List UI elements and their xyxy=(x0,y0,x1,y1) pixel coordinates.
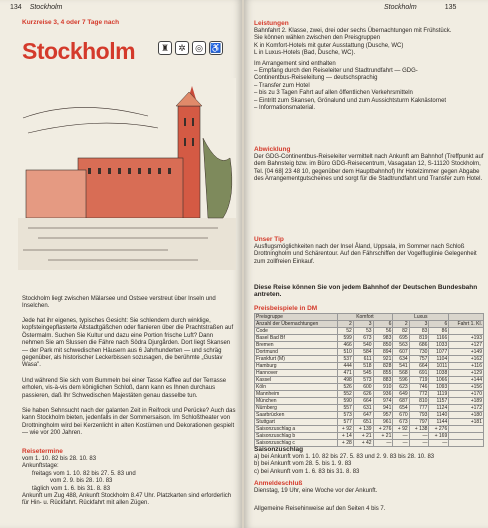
table-cell: 526 xyxy=(337,384,353,391)
table-cell: 596 xyxy=(393,377,409,384)
table-cell: +127 xyxy=(449,342,484,349)
table-cell: 1093 xyxy=(429,384,449,391)
table-cell: +180 xyxy=(449,412,484,419)
reise-line: vom 2. 9. bis 28. 10. 83 xyxy=(50,478,113,485)
table-cell: + 138 xyxy=(409,426,429,433)
anmeldeschluss-text: Dienstag, 19 Uhr, eine Woche vor der Ankunft. xyxy=(254,488,378,494)
saison-list xyxy=(254,454,484,476)
table-cell: 537 xyxy=(337,356,353,363)
table-row xyxy=(255,405,484,412)
table-cell: 1166 xyxy=(429,335,449,342)
abwicklung-text: Der GDG-Continentbus-Reiseleiter vermittelt nach Ankunft am Bahnhof (Treffpunkt auf dem Bahnsteig bzw. im Büro GDG-Reisecentrum, Vasagatan 12, S-11120 Stockholm, Tel. [04 68] 23 48 10, gegenüber dem Hauptbahnhof) Ihr Hotelzimmer gegen Abgabe des Arrangementgutscheines und sorgt für die Stadtrundfahrt und Transfer zum Hotel. xyxy=(254,154,484,183)
icon-row xyxy=(158,41,223,55)
table-row xyxy=(255,356,484,363)
table-cell: — xyxy=(393,433,409,440)
page-title: Stockholm xyxy=(22,38,136,64)
table-cell: + 21 xyxy=(373,433,393,440)
table-cell: 910 xyxy=(373,384,393,391)
table-cell: Saisonzuschlag a xyxy=(255,426,338,433)
reise-line: vom 1. 10. 82 bis 28. 10. 83 xyxy=(22,456,97,462)
table-cell: 1144 xyxy=(429,419,449,426)
table-cell: Kassel xyxy=(255,377,338,384)
table-row xyxy=(255,419,484,426)
table-cell: — xyxy=(409,433,429,440)
table-cell: 568 xyxy=(393,370,409,377)
paragraph-1: Stockholm liegt zwischen Mälarsee und Ostsee verstreut über Inseln und Inselchen. xyxy=(22,296,216,310)
table-cell: 941 xyxy=(373,405,393,412)
table-cell: 56 xyxy=(373,328,393,335)
table-cell: 86 xyxy=(429,328,449,335)
leistungen-list xyxy=(254,28,484,112)
table-cell: Frankfurt (M) xyxy=(255,356,338,363)
table-cell: Anzahl der Übernachtungen xyxy=(255,321,338,328)
running-title-right: Stockholm xyxy=(384,4,417,11)
table-row xyxy=(255,363,484,370)
table-cell: + 92 xyxy=(337,426,353,433)
table-cell: 2 xyxy=(393,321,409,328)
table-cell: 828 xyxy=(373,363,393,370)
table-code-row xyxy=(255,328,484,335)
table-cell: 894 xyxy=(373,349,393,356)
table-cell: 444 xyxy=(337,363,353,370)
table-cell: + 21 xyxy=(353,433,373,440)
table-row xyxy=(255,391,484,398)
table-cell: 6 xyxy=(373,321,393,328)
table-cell: +172 xyxy=(449,405,484,412)
paragraph-3: Und während Sie sich vom Bummeln bei einer Tasse Kaffee auf der Terrasse erholen, vis-à-vis dem königlichen Schloß, dann kann es Ihnen durchaus passieren, daß Ihr Schwedischen Majestäten genau dasselbe tun. xyxy=(22,378,227,399)
table-cell: 590 xyxy=(337,398,353,405)
table-cell: 626 xyxy=(353,391,373,398)
table-cell: 2 xyxy=(337,321,353,328)
table-cell: 1077 xyxy=(429,349,449,356)
abwicklung-heading: Abwicklung xyxy=(254,146,291,153)
table-cell: 573 xyxy=(353,377,373,384)
table-cell: Nürnberg xyxy=(255,405,338,412)
table-cell: — xyxy=(409,440,429,447)
table-cell: 772 xyxy=(409,391,429,398)
table-cell: 855 xyxy=(373,370,393,377)
reisetermine-heading: Reisetermine xyxy=(22,448,63,455)
table-cell: 1140 xyxy=(429,412,449,419)
table-cell: 936 xyxy=(373,391,393,398)
table-cell: Stuttgart xyxy=(255,419,338,426)
leist-line: – Informationsmaterial. xyxy=(254,105,316,112)
table-cell: 552 xyxy=(337,391,353,398)
table-cell: 654 xyxy=(393,405,409,412)
left-header xyxy=(10,4,62,11)
table-cell: 687 xyxy=(393,398,409,405)
table-cell: 540 xyxy=(353,342,373,349)
saison-heading: Saisonzuschlag xyxy=(254,446,304,453)
kicker: Kurzreise 3, 4 oder 7 Tage nach xyxy=(22,19,120,26)
table-cell: 746 xyxy=(409,384,429,391)
table-cell: + 42 xyxy=(353,440,373,447)
table-cell: 631 xyxy=(353,405,373,412)
leist-line: Sie können wählen zwischen den Preisgruppen xyxy=(254,35,381,42)
table-cell: +116 xyxy=(449,363,484,370)
saison-line: b) bei Ankunft vom 28. 5. bis 1. 9. 83 xyxy=(254,461,352,468)
leist-line: K in Komfort-Hotels mit guter Ausstattung (Dusche, WC) xyxy=(254,42,404,49)
table-head-cell: Luxus xyxy=(393,314,449,321)
table-cell: Dortmund xyxy=(255,349,338,356)
right-header xyxy=(384,4,456,11)
table-cell: 957 xyxy=(373,412,393,419)
table-cell: 563 xyxy=(393,342,409,349)
table-cell: + 28 xyxy=(337,440,353,447)
table-cell: 510 xyxy=(337,349,353,356)
table-cell: +129 xyxy=(449,370,484,377)
table-cell: 883 xyxy=(373,377,393,384)
table-cell: 797 xyxy=(409,419,429,426)
city-hall-illustration xyxy=(18,78,236,270)
supplement-row xyxy=(255,426,484,433)
table-cell: 921 xyxy=(373,356,393,363)
page-number-right: 135 xyxy=(444,4,457,11)
table-cell: 695 xyxy=(393,335,409,342)
saison-line: c) bei Ankunft vom 1. 6. 83 bis 31. 8. 83 xyxy=(254,468,360,475)
leist-line: – Transfer zum Hotel xyxy=(254,82,310,89)
reise-line: Ankunft um Zug 488, Ankunft Stockholm 8.47 Uhr. Platzkarten sind erforderlich für Hin- u. Rückfahrt. Rückfahrt mit allen Zügen. xyxy=(22,493,232,507)
table-cell: 649 xyxy=(393,391,409,398)
leistungen-heading: Leistungen xyxy=(254,20,289,27)
table-cell: +156 xyxy=(449,384,484,391)
anmeldeschluss-heading: Anmeldeschluß xyxy=(254,480,303,487)
table-cell: + 14 xyxy=(337,433,353,440)
table-cell: + 169 xyxy=(429,433,449,440)
table-cell: 82 xyxy=(393,328,409,335)
table-cell: Saarbrücken xyxy=(255,412,338,419)
table-cell: 673 xyxy=(393,419,409,426)
table-cell: 961 xyxy=(373,419,393,426)
table-cell: 670 xyxy=(393,412,409,419)
tip-text: Ausflugsmöglichkeiten nach der Insel Åland, Uppsala, im Sommer nach Schloß Drottningholm und Schärentour. Auf den Fährschiffen der Vogelfluglinie Gelegenheit zum zollfreien Einkauf. xyxy=(254,244,477,265)
table-row xyxy=(255,377,484,384)
table-row xyxy=(255,384,484,391)
footer-note: Allgemeine Reisehinweise auf den Seiten 4 bis 7. xyxy=(254,506,386,512)
table-cell: 518 xyxy=(353,363,373,370)
table-cell: 53 xyxy=(353,328,373,335)
table-cell: 541 xyxy=(393,363,409,370)
table-cell: — xyxy=(429,440,449,447)
table-cell: 83 xyxy=(409,328,429,335)
page-number-left: 134 xyxy=(10,4,22,11)
table-row xyxy=(255,398,484,405)
table-cell: 793 xyxy=(409,412,429,419)
table-cell xyxy=(449,433,484,440)
table-cell: + 276 xyxy=(429,426,449,433)
table-cell xyxy=(449,328,484,335)
supplement-row xyxy=(255,433,484,440)
table-cell: Köln xyxy=(255,384,338,391)
table-cell: 651 xyxy=(353,419,373,426)
table-row xyxy=(255,412,484,419)
table-cell: Saisonzuschlag c xyxy=(255,440,338,447)
table-cell: 6 xyxy=(429,321,449,328)
table-cell: 584 xyxy=(353,349,373,356)
table-cell: Mannheim xyxy=(255,391,338,398)
leist-line: Bahnfahrt 2. Klasse, zwei, drei oder sechs Übernachtungen mit Frühstück. xyxy=(254,28,452,34)
table-cell: + 139 xyxy=(353,426,373,433)
table-cell: Bremen xyxy=(255,342,338,349)
leist-line: L in Luxus-Hotels (Bad, Dusche, WC). xyxy=(254,50,356,57)
table-row xyxy=(255,342,484,349)
plate-icon: ◎ xyxy=(192,41,206,55)
table-cell: 983 xyxy=(373,335,393,342)
table-cell: 647 xyxy=(353,412,373,419)
price-table xyxy=(254,313,484,447)
table-cell: 730 xyxy=(409,349,429,356)
table-row xyxy=(255,335,484,342)
table-cell: +181 xyxy=(449,419,484,426)
table-cell: 1011 xyxy=(429,363,449,370)
table-cell: 1038 xyxy=(429,370,449,377)
table-cell: 577 xyxy=(337,419,353,426)
table-cell: 471 xyxy=(337,370,353,377)
table-cell: 757 xyxy=(409,356,429,363)
table-head-cell: Preisgruppe xyxy=(255,314,338,321)
table-subheader xyxy=(255,321,484,328)
table-cell: 1033 xyxy=(429,342,449,349)
table-cell: + 92 xyxy=(393,426,409,433)
preise-heading: Preisbeispiele in DM xyxy=(254,305,318,312)
right-page xyxy=(244,0,488,528)
wheel-icon: ✲ xyxy=(175,41,189,55)
table-cell: Basel Bad Bf xyxy=(255,335,338,342)
saison-line: a) bei Ankunft vom 1. 10. 82 bis 27. 5. 83 und 2. 9. 83 bis 28. 10. 83 xyxy=(254,454,435,460)
table-row xyxy=(255,349,484,356)
table-cell: 52 xyxy=(337,328,353,335)
table-cell: 573 xyxy=(337,412,353,419)
table-cell: 673 xyxy=(353,335,373,342)
table-cell: München xyxy=(255,398,338,405)
table-cell: Hannover xyxy=(255,370,338,377)
table-cell: 664 xyxy=(409,363,429,370)
wheelchair-icon: ♿ xyxy=(210,43,222,53)
table-cell: 1157 xyxy=(429,398,449,405)
table-cell: 664 xyxy=(353,398,373,405)
leist-line: – bis zu 3 Tagen Fahrt auf allen öffentlichen Verkehrsmitteln xyxy=(254,90,413,97)
table-cell: Saisonzuschlag b xyxy=(255,433,338,440)
table-cell xyxy=(449,426,484,433)
bahnhof-note: Diese Reise können Sie von jedem Bahnhof der Deutschen Bundesbahn antreten. xyxy=(254,284,478,299)
table-cell: 498 xyxy=(337,377,353,384)
running-title-left: Stockholm xyxy=(29,4,63,11)
table-cell: 810 xyxy=(409,398,429,405)
table-cell: 691 xyxy=(409,370,429,377)
table-cell: 1119 xyxy=(429,391,449,398)
table-cell: 599 xyxy=(337,335,353,342)
table-cell: +149 xyxy=(449,349,484,356)
table-cell: +144 xyxy=(449,377,484,384)
leist-line: – Empfang durch den Reiseleiter und Stadtrundfahrt — GDG- xyxy=(254,68,418,75)
tip-heading: Unser Tip xyxy=(254,236,284,243)
table-cell: 3 xyxy=(409,321,429,328)
table-cell: 686 xyxy=(409,342,429,349)
table-cell: 819 xyxy=(409,335,429,342)
leist-line: Continentbus-Reiseleitung — deutschsprachig xyxy=(254,75,378,82)
table-cell: 850 xyxy=(373,342,393,349)
reise-line: täglich vom 1. 6. bis 31. 8. 83 xyxy=(32,485,111,492)
table-cell: 1066 xyxy=(429,377,449,384)
table-cell: +170 xyxy=(449,391,484,398)
reise-line: Ankunftstage: xyxy=(22,463,59,470)
paragraph-2: Jede hat ihr eigenes, typisches Gesicht: Sie schlendern durch winklige, kopfsteingepflasterte Altstadtgäßchen oder flanieren über die Prachtstraßen auf Östermalm. Suchen Sie Kultur und dazu eine Portion frische Luft? Dann nehmen Sie am Slussen die Fähre nach Södra Djurgården. Dort liegt Skansen — der Park mit schwedischen Häusern aus 6 Jahrhunderten — und schräg gegenüber, als historischer Leckerbissen sozusagen, die berühmte „Gustav Wasa". xyxy=(22,318,234,369)
table-cell: 3 xyxy=(353,321,373,328)
reise-line: freitags vom 1. 10. 82 bis 27. 5. 83 und xyxy=(32,470,136,477)
table-cell: 634 xyxy=(393,356,409,363)
table-cell: 1104 xyxy=(429,356,449,363)
paragraph-4: Sie haben Sehnsucht nach der galanten Zeit in Reifrock und Perücke? Auch das kann Stockholm bieten, jedenfalls in der Sommersaison. Im Schloßtheater von Drottningholm wird bei Kerzenlicht in alten Kostümen und Dekorationen gespielt — wie vor 200 Jahren. xyxy=(22,408,236,437)
table-cell: 777 xyxy=(409,405,429,412)
table-cell: — xyxy=(393,440,409,447)
table-cell: 974 xyxy=(373,398,393,405)
left-page xyxy=(0,0,242,528)
table-cell: 600 xyxy=(353,384,373,391)
table-cell: 1124 xyxy=(429,405,449,412)
table-cell: Code xyxy=(255,328,338,335)
table-cell: 623 xyxy=(393,384,409,391)
table-head-cell: Komfort xyxy=(337,314,393,321)
table-cell: Fahrt 1. Kl. xyxy=(449,321,484,328)
leist-line: – Eintritt zum Skansen, Grönalund und zum Aussichtsturm Kaknästornet xyxy=(254,97,447,104)
table-cell: Hamburg xyxy=(255,363,338,370)
table-cell: 607 xyxy=(393,349,409,356)
table-cell: 466 xyxy=(337,342,353,349)
leist-line: Im Arrangement sind enthalten xyxy=(254,60,336,67)
table-cell: +162 xyxy=(449,356,484,363)
table-cell: + 276 xyxy=(373,426,393,433)
table-cell xyxy=(449,440,484,447)
reisetermine-list xyxy=(22,456,236,508)
table-cell: 557 xyxy=(337,405,353,412)
table-cell: — xyxy=(373,440,393,447)
table-cell: 611 xyxy=(353,356,373,363)
sight-icon: ♜ xyxy=(158,41,172,55)
table-cell: +193 xyxy=(449,335,484,342)
table-cell: +189 xyxy=(449,398,484,405)
table-cell: 545 xyxy=(353,370,373,377)
table-cell: 719 xyxy=(409,377,429,384)
table-row xyxy=(255,370,484,377)
